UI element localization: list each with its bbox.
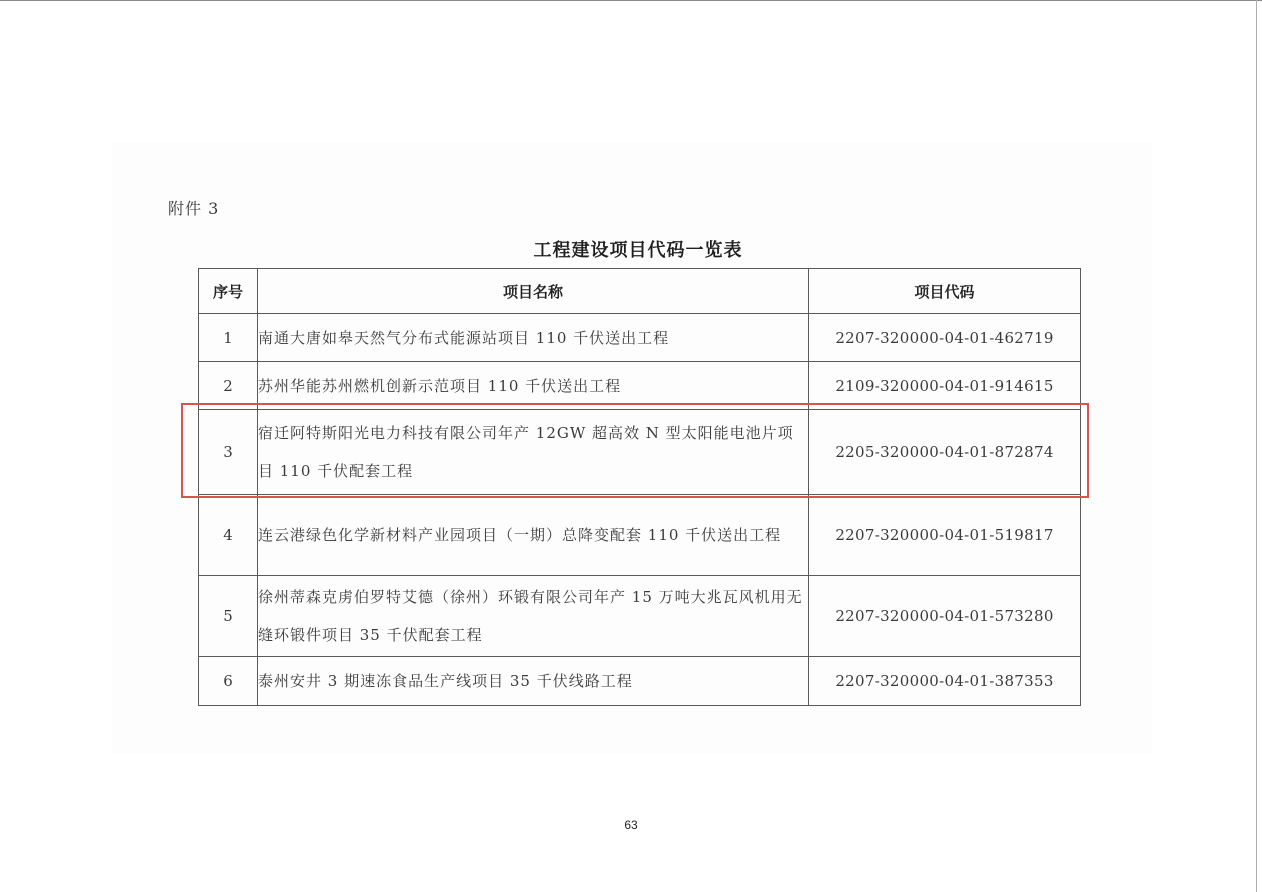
table-row (199, 495, 1081, 576)
header-serial-number: 序号 (199, 269, 258, 314)
table-row (199, 657, 1081, 706)
table-header-row (199, 269, 1081, 314)
row-project-code: 2207-320000-04-01-462719 (809, 314, 1081, 362)
row-project-code: 2109-320000-04-01-914615 (809, 362, 1081, 410)
header-project-name: 项目名称 (258, 269, 809, 314)
row-serial-number: 2 (199, 362, 258, 410)
attachment-label: 附件 3 (168, 199, 220, 218)
project-code-table (198, 268, 1081, 706)
row-project-code: 2207-320000-04-01-573280 (809, 576, 1081, 657)
row-serial-number: 1 (199, 314, 258, 362)
row-project-name: 宿迁阿特斯阳光电力科技有限公司年产 12GW 超高效 N 型太阳能电池片项目 110 千伏配套工程 (258, 410, 809, 495)
table-row (199, 576, 1081, 657)
row-serial-number: 5 (199, 576, 258, 657)
header-project-code: 项目代码 (809, 269, 1081, 314)
table-row (199, 314, 1081, 362)
row-serial-number: 4 (199, 495, 258, 576)
table-row-highlighted (199, 410, 1081, 495)
row-serial-number: 3 (199, 410, 258, 495)
row-project-code: 2205-320000-04-01-872874 (809, 410, 1081, 495)
row-serial-number: 6 (199, 657, 258, 706)
row-project-name: 徐州蒂森克虏伯罗特艾德（徐州）环锻有限公司年产 15 万吨大兆瓦风机用无缝环锻件项目 35 千伏配套工程 (258, 576, 809, 657)
row-project-name: 苏州华能苏州燃机创新示范项目 110 千伏送出工程 (258, 362, 809, 410)
row-project-name: 南通大唐如皋天然气分布式能源站项目 110 千伏送出工程 (258, 314, 809, 362)
table-row (199, 362, 1081, 410)
row-project-code: 2207-320000-04-01-387353 (809, 657, 1081, 706)
page-right-border (1256, 0, 1257, 892)
row-project-name: 连云港绿色化学新材料产业园项目（一期）总降变配套 110 千伏送出工程 (258, 495, 809, 576)
page-number: 63 (624, 818, 638, 832)
row-project-name: 泰州安井 3 期速冻食品生产线项目 35 千伏线路工程 (258, 657, 809, 706)
page-top-border (0, 0, 1262, 1)
row-project-code: 2207-320000-04-01-519817 (809, 495, 1081, 576)
document-title: 工程建设项目代码一览表 (533, 240, 743, 261)
